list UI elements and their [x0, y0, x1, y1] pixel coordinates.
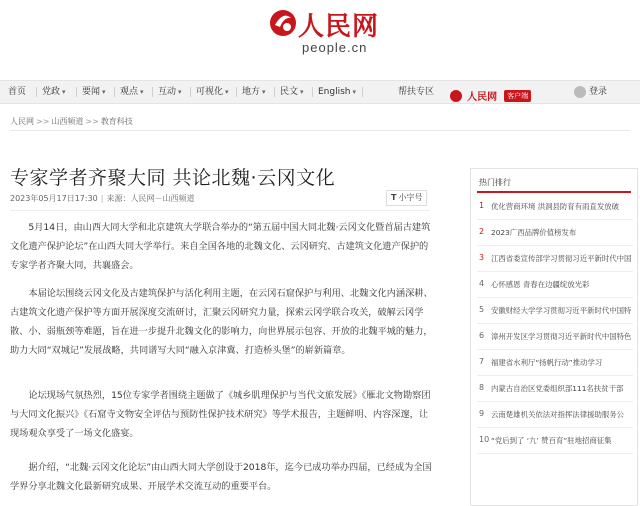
- article-datetime: 2023年05月17日17:30: [10, 194, 98, 203]
- rank-number: 3: [479, 253, 485, 262]
- ranking-item[interactable]: [477, 401, 633, 428]
- chevron-down-icon: ▾: [62, 88, 66, 96]
- login-button[interactable]: [574, 83, 607, 101]
- breadcrumb-link-home[interactable]: 人民网: [10, 117, 34, 126]
- breadcrumb-separator: >>: [36, 117, 50, 126]
- logo-text-cn: 人民网: [298, 12, 380, 42]
- nav-item-assist[interactable]: [398, 81, 434, 103]
- ranking-item[interactable]: [477, 219, 633, 246]
- ranking-item-title: 安徽财经大学学习贯彻习近平新时代中国特: [491, 306, 631, 315]
- chevron-down-icon: ▾: [225, 88, 229, 96]
- nav-label: 可视化: [196, 87, 224, 97]
- article-paragraph: 本届论坛围绕云冈文化及古建筑保护与活化利用主题，在云冈石窟保护与利用、北魏文化内涵深耕、古建筑文化遗产保护等方面开展深度交流研讨，汇聚云冈研究力量，探索云冈学联合攻关，破解云冈学散、小、弱瓶颈等难题，旨在进一步提升北魏文化的影响力，向世界展示包容、开放的北魏平城的魅力，助力大同“双城记”发展战略，共同谱写大同“融入京津冀、打造桥头堡”的崭新篇章。: [10, 288, 433, 356]
- nav-item-party[interactable]: [42, 81, 66, 103]
- site-header: [0, 0, 640, 72]
- logo-mini-icon: [450, 90, 462, 102]
- nav-divider: [152, 87, 153, 97]
- client-app-tag: 客户端: [504, 90, 531, 102]
- chevron-down-icon: ▾: [262, 88, 266, 96]
- ranking-item-title: “党后到了 ‘九’ 赞百育”驻地招商征集: [491, 436, 612, 445]
- ranking-item-title: 福建省水利厅“扬帆行动”推动学习: [491, 358, 603, 367]
- nav-divider: [114, 87, 115, 97]
- chevron-down-icon: ▾: [178, 88, 182, 96]
- logo-mark-icon: [268, 8, 298, 38]
- ranking-item-title: 云南楚雄机关依法对指挥法律援助服务公: [491, 410, 625, 419]
- client-app-link[interactable]: [450, 85, 531, 103]
- chevron-down-icon: ▾: [300, 88, 304, 96]
- article-source[interactable]: 来源：人民网－山西频道: [106, 194, 195, 203]
- divider: [10, 210, 430, 211]
- font-size-toggle[interactable]: [386, 190, 427, 206]
- site-logo[interactable]: [268, 6, 378, 62]
- ranking-item[interactable]: [477, 349, 633, 376]
- ranking-item[interactable]: [477, 375, 633, 402]
- ranking-item-title: 心怀感恩 青春在边疆绽放光彩: [491, 280, 590, 289]
- font-size-label: 小字号: [398, 193, 423, 202]
- breadcrumb: [10, 116, 133, 127]
- article-paragraph: 论坛现场气氛热烈，15位专家学者围绕主题做了《城乡肌理保护与当代文旅发展》《雁北文物勘察团与大同文化振兴》《石窟寺文物安全评估与预防性保护技术研究》等学术报告，主题鲜明、内容深邃，让现场观众享受了一场文化盛宴。: [10, 390, 431, 439]
- nav-item-opinion[interactable]: [120, 81, 144, 103]
- ranking-item-title: 2023广西品牌价值榜发布: [491, 228, 577, 237]
- nav-item-home[interactable]: [8, 81, 26, 103]
- nav-label: 要闻: [82, 87, 101, 97]
- rank-number: 6: [479, 331, 485, 340]
- nav-label: 地方: [242, 87, 261, 97]
- ranking-item[interactable]: [477, 245, 633, 272]
- rank-number: 7: [479, 357, 485, 366]
- client-app-brand: 人民网: [467, 92, 498, 103]
- logo-text-en: people.cn: [302, 40, 368, 55]
- chevron-down-icon: ▾: [140, 88, 144, 96]
- panel-title: 热门排行: [479, 178, 511, 187]
- nav-item-news[interactable]: [82, 81, 106, 103]
- nav-divider: [274, 87, 275, 97]
- ranking-item-title: 江西省委宣传部学习贯彻习近平新时代中国: [491, 254, 631, 263]
- nav-divider: [76, 87, 77, 97]
- main-nav: [0, 80, 640, 104]
- nav-divider: [362, 87, 363, 97]
- chevron-down-icon: ▾: [352, 88, 357, 96]
- article-paragraph: 5月14日，由山西大同大学和北京建筑大学联合举办的“第五届中国大同北魏·云冈文化暨首届古建筑文化遗产保护论坛”在山西大同大学举行。来自全国各地的北魏文化、云冈研究、古建筑文化遗产保护的专家学者齐聚大同，共襄盛会。: [10, 222, 431, 271]
- rank-number: 8: [479, 383, 485, 392]
- nav-label: 党政: [42, 87, 61, 97]
- ranking-item-title: 优化营商环境 洪洞县防育有雨直发放破: [491, 202, 619, 211]
- article-title: 专家学者齐聚大同 共论北魏·云冈文化: [10, 166, 336, 189]
- rank-number: 9: [479, 409, 485, 418]
- nav-item-english[interactable]: [318, 81, 356, 103]
- breadcrumb-link-section[interactable]: 教育科技: [100, 117, 133, 126]
- nav-label: 观点: [120, 87, 139, 97]
- ranking-item-title: 内蒙古自治区党委组织部111名扶贫干部: [491, 384, 624, 393]
- font-size-icon: T: [391, 193, 397, 202]
- nav-item-ethnic[interactable]: [280, 81, 304, 103]
- nav-divider: [190, 87, 191, 97]
- ranking-item[interactable]: [477, 193, 633, 220]
- article-paragraph: 据介绍，“北魏·云冈文化论坛”由山西大同大学创设于2018年，迄今已成功举办四届，已经成为全国学界分享北魏文化最新研究成果、开展学术交流互动的重要平台。: [10, 462, 432, 492]
- ranking-item-title: 漳州开发区学习贯彻习近平新时代中国特色: [491, 332, 631, 341]
- divider: [10, 130, 630, 131]
- article-meta: [10, 193, 194, 204]
- nav-item-interact[interactable]: [158, 81, 182, 103]
- nav-label: 帮扶专区: [398, 87, 435, 97]
- rank-number: 2: [479, 227, 485, 236]
- avatar-icon: [574, 86, 586, 98]
- rank-number: 1: [479, 201, 485, 210]
- meta-separator: |: [100, 194, 104, 203]
- nav-label: 民文: [280, 87, 299, 97]
- ranking-item[interactable]: [477, 297, 633, 324]
- nav-divider: [312, 87, 313, 97]
- nav-label: 首页: [8, 87, 27, 97]
- breadcrumb-link-channel[interactable]: 山西频道: [51, 117, 84, 126]
- ranking-item[interactable]: [477, 271, 633, 298]
- rank-number: 4: [479, 279, 485, 288]
- rank-number: 10: [479, 435, 490, 444]
- chevron-down-icon: ▾: [102, 88, 106, 96]
- ranking-item[interactable]: [477, 427, 633, 454]
- nav-item-local[interactable]: [242, 81, 266, 103]
- ranking-item[interactable]: [477, 323, 633, 350]
- nav-item-visual[interactable]: [196, 81, 229, 103]
- breadcrumb-separator: >>: [85, 117, 99, 126]
- login-label: 登录: [589, 87, 608, 97]
- nav-divider: [236, 87, 237, 97]
- hot-ranking-panel: [470, 168, 638, 506]
- rank-number: 5: [479, 305, 485, 314]
- nav-label: English: [318, 87, 351, 97]
- nav-label: 互动: [158, 87, 177, 97]
- nav-divider: [36, 87, 37, 97]
